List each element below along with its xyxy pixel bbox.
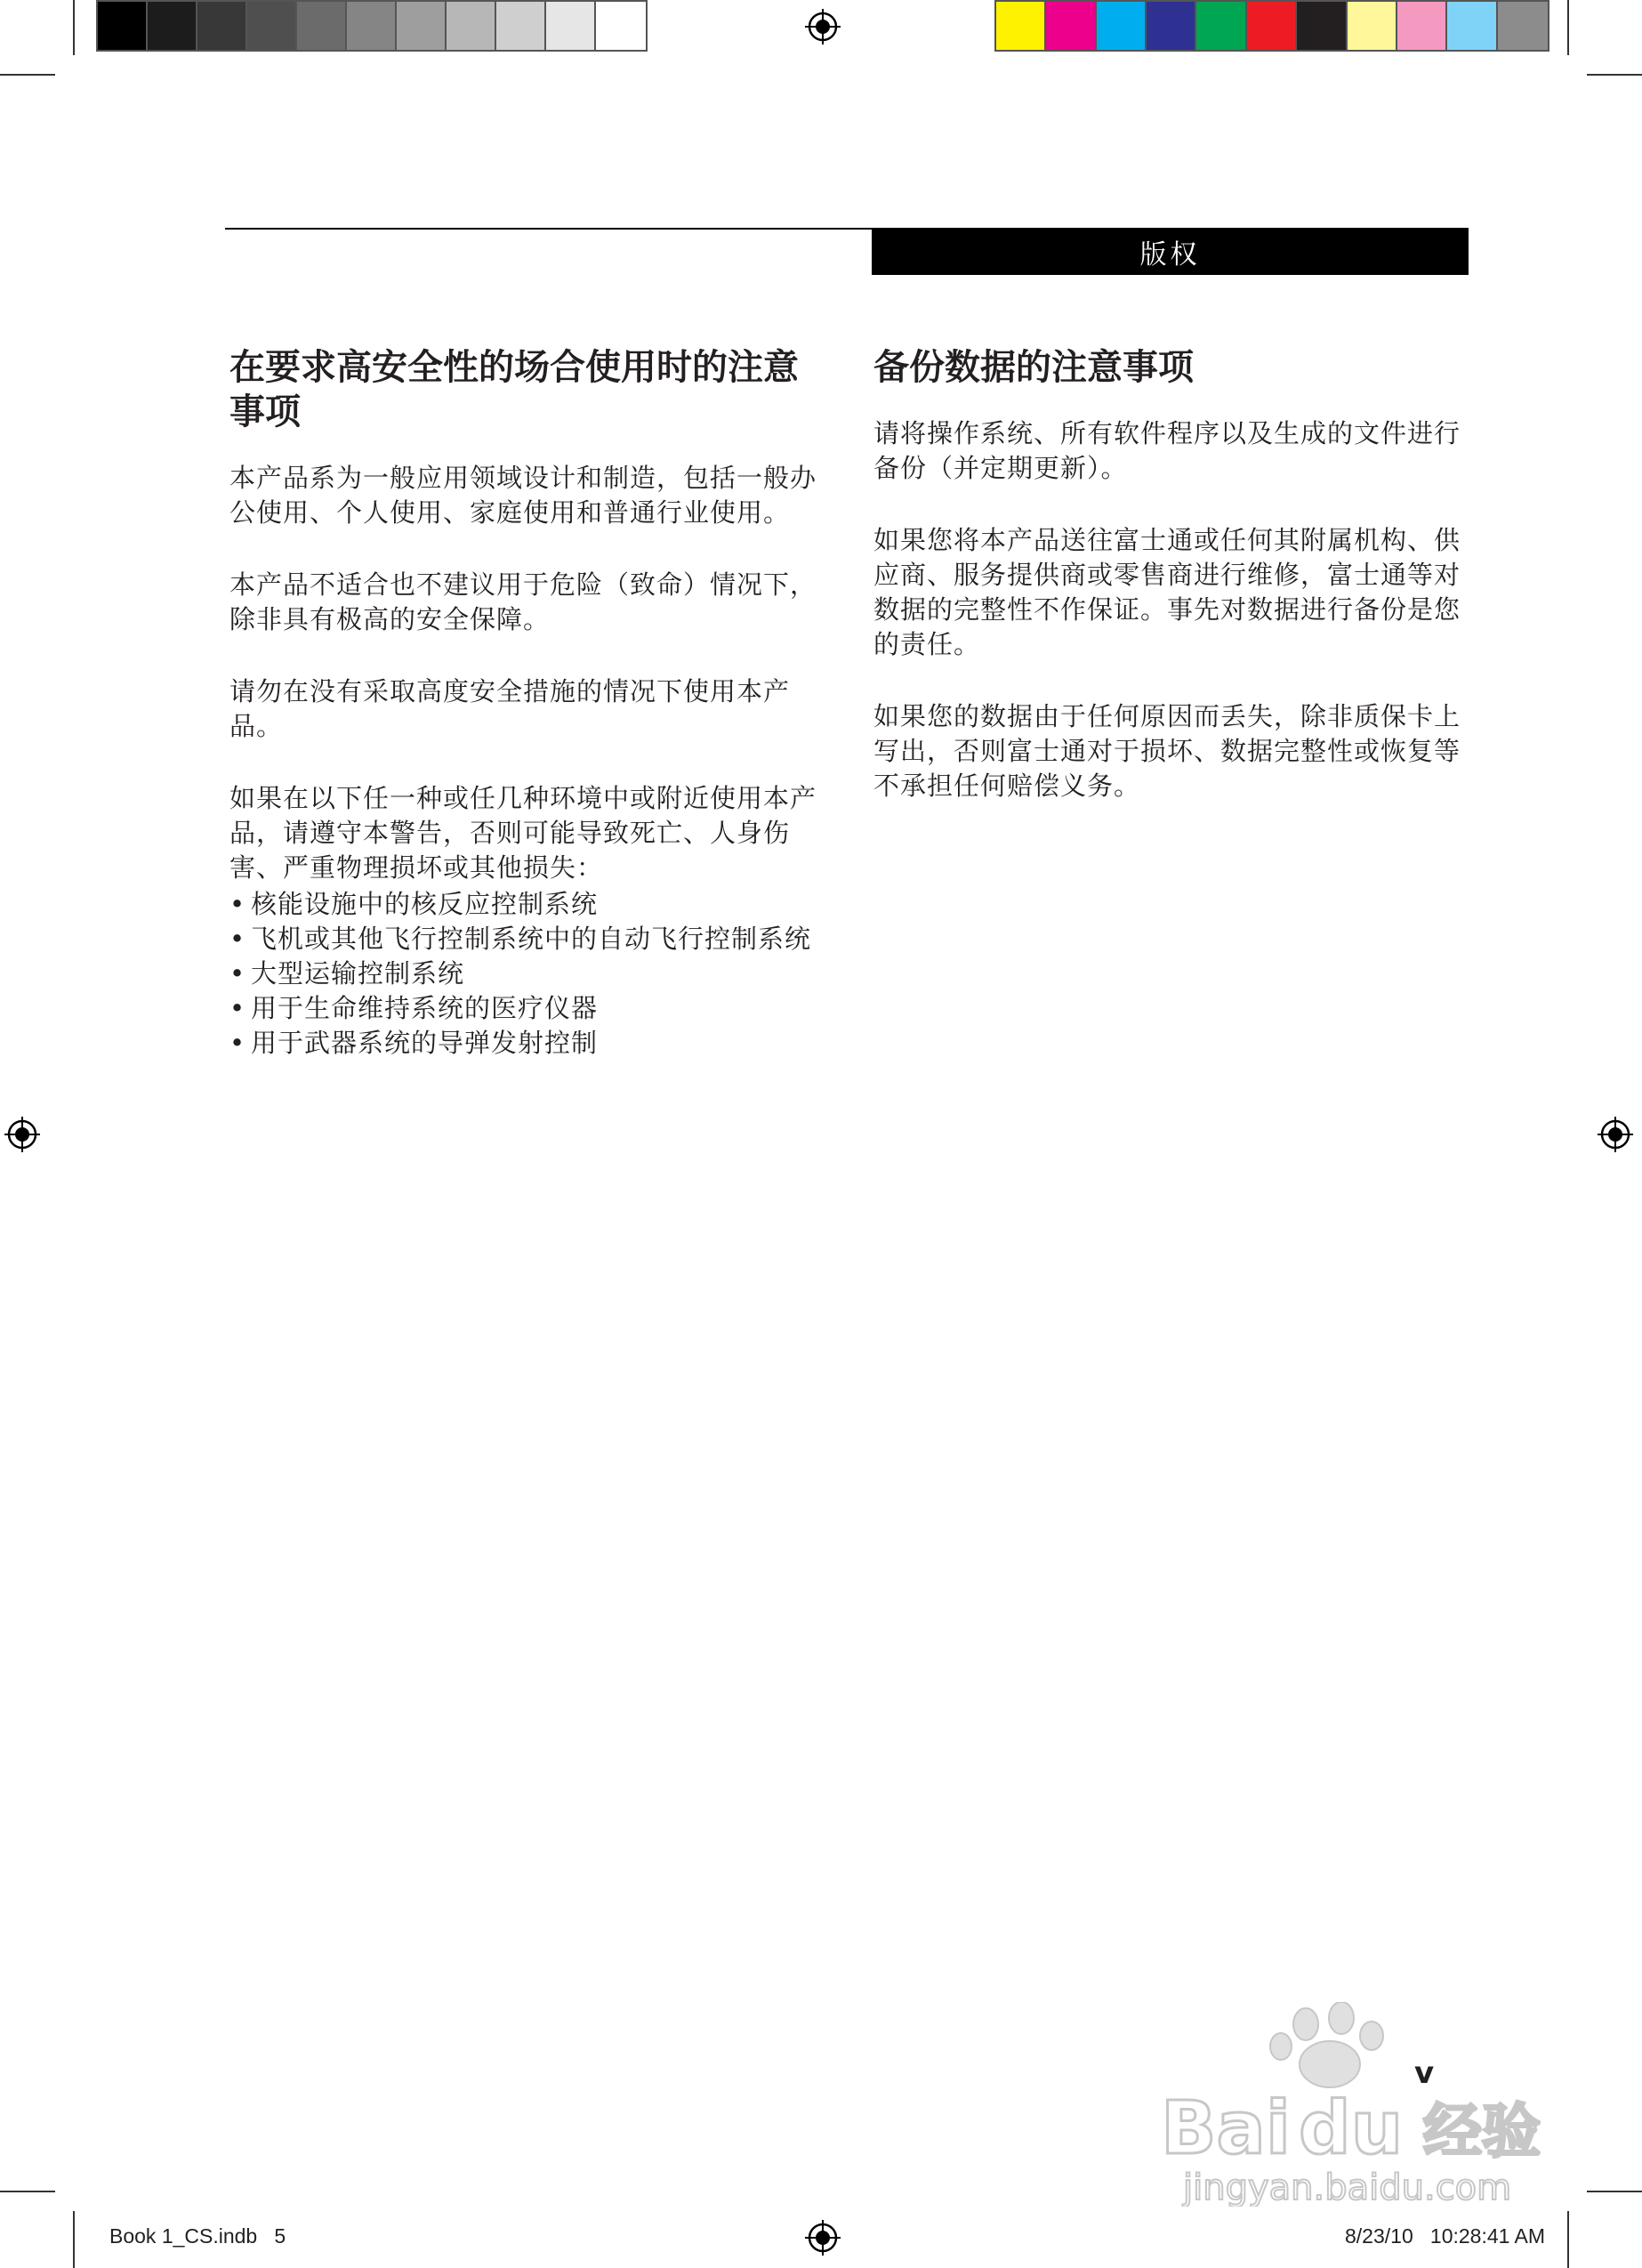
footer-timestamp: 8/23/10 10:28:41 AM — [1345, 2224, 1546, 2248]
list-item: • 核能设施中的核反应控制系统 — [229, 887, 825, 922]
crop-mark — [73, 2211, 75, 2268]
registration-mark-icon — [805, 2220, 841, 2256]
list-item: • 大型运输控制系统 — [229, 956, 825, 991]
grayscale-calibration-bar — [96, 0, 648, 52]
watermark-url: jingyan.baidu.com — [1183, 2167, 1512, 2207]
color-swatch — [1247, 2, 1297, 50]
footer-file-slug: Book 1_CS.indb 5 — [109, 2224, 286, 2248]
paragraph: 本产品系为一般应用领域设计和制造，包括一般办公使用、个人使用、家庭使用和普通行业使用。 — [229, 463, 817, 528]
crop-mark — [1567, 2211, 1569, 2268]
color-swatch — [1397, 2, 1447, 50]
color-swatch — [1147, 2, 1196, 50]
header-rule — [225, 228, 872, 230]
list-item: • 飞机或其他飞行控制系统中的自动飞行控制系统 — [229, 922, 825, 956]
gray-swatch — [297, 2, 347, 50]
gray-swatch — [546, 2, 596, 50]
gray-swatch — [148, 2, 197, 50]
crop-mark — [1567, 0, 1569, 55]
paragraph: 如果在以下任一种或任几种环境中或附近使用本产品，请遵守本警告，否则可能导致死亡、人身伤害、严重物理损坏或其他损失： — [229, 783, 817, 883]
gray-swatch — [496, 2, 546, 50]
color-swatch — [1196, 2, 1246, 50]
color-swatch — [1046, 2, 1096, 50]
registration-mark-icon — [1598, 1117, 1633, 1152]
bullet-list — [229, 887, 825, 1061]
registration-mark-icon — [4, 1117, 40, 1152]
section-heading: 备份数据的注意事项 — [873, 347, 1194, 388]
color-swatch — [1348, 2, 1397, 50]
paragraph: 请将操作系统、所有软件程序以及生成的文件进行备份（并定期更新）。 — [873, 418, 1461, 483]
section-heading: 在要求高安全性的场合使用时的注意事项 — [229, 347, 799, 432]
gray-swatch — [447, 2, 496, 50]
gray-swatch — [596, 2, 646, 50]
gray-swatch — [247, 2, 297, 50]
watermark-cn: 经验 — [1423, 2097, 1541, 2166]
right-column — [873, 345, 1469, 841]
list-item: • 用于生命维持系统的医疗仪器 — [229, 991, 825, 1026]
paragraph: 如果您将本产品送往富士通或任何其附属机构、供应商、服务提供商或零售商进行维修，富士通等对数据的完整性不作保证。事先对数据进行备份是您的责任。 — [873, 525, 1461, 659]
crop-mark — [1587, 74, 1642, 76]
crop-mark — [1587, 2191, 1642, 2192]
watermark-brand-du: du — [1299, 2086, 1404, 2171]
paragraph: 如果您的数据由于任何原因而丢失，除非质保卡上写出，否则富士通对于损坏、数据完整性或恢复等不承担任何赔偿义务。 — [873, 701, 1461, 801]
color-swatch — [1498, 2, 1548, 50]
color-swatch — [996, 2, 1046, 50]
crop-mark — [0, 74, 55, 76]
watermark-brand: Bai — [1161, 2086, 1291, 2171]
gray-swatch — [347, 2, 397, 50]
color-swatch — [1447, 2, 1497, 50]
color-calibration-bar — [994, 0, 1549, 52]
gray-swatch — [98, 2, 148, 50]
gray-swatch — [197, 2, 247, 50]
paragraph: 请勿在没有采取高度安全措施的情况下使用本产品。 — [229, 676, 791, 741]
baidu-jingyan-watermark-icon — [1156, 2002, 1548, 2207]
crop-mark — [0, 2191, 55, 2192]
registration-mark-icon — [805, 9, 841, 44]
color-swatch — [1097, 2, 1147, 50]
list-item: • 用于武器系统的导弹发射控制 — [229, 1026, 825, 1061]
crop-mark — [73, 0, 75, 55]
section-tab: 版权 — [872, 228, 1469, 275]
color-swatch — [1297, 2, 1347, 50]
paragraph: 本产品不适合也不建议用于危险（致命）情况下，除非具有极高的安全保障。 — [229, 569, 817, 634]
left-column — [229, 345, 825, 1061]
gray-swatch — [397, 2, 447, 50]
page-number: v — [1414, 2055, 1435, 2091]
